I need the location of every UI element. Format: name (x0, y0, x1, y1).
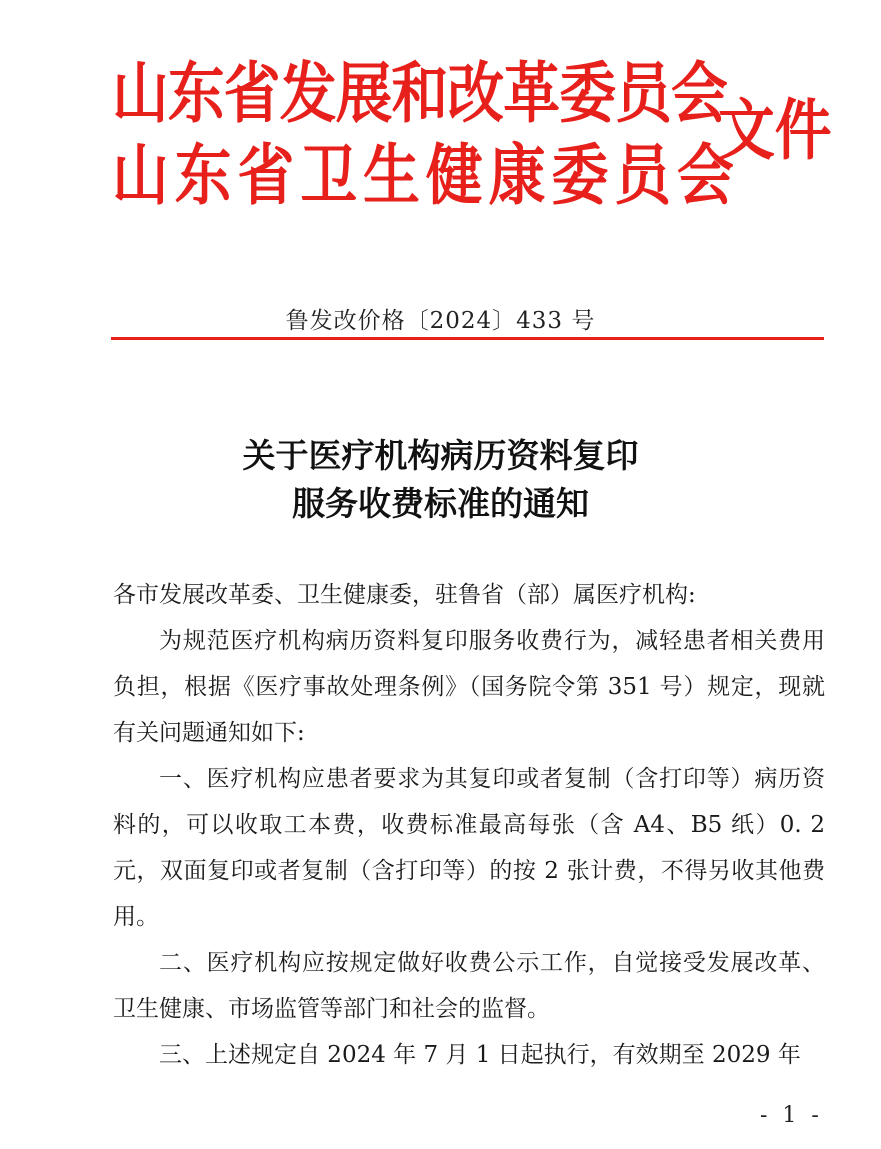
body-paragraph: 三、上述规定自 2024 年 7 月 1 日起执行，有效期至 2029 年 (159, 1042, 801, 1068)
body-paragraph: 一、医疗机构应患者要求为其复印或者复制（含打印等）病历资料的，可以收取工本费，收费标准最高每张（含 A4、B5 纸）0. 2 元，双面复印或者复制（含打印等）的按 2 张计费，不得另收其他费用。 (113, 766, 825, 930)
body-paragraph: 二、医疗机构应按规定做好收费公示工作，自觉接受发展改革、卫生健康、市场监管等部门和社会的监督。 (113, 950, 825, 1022)
red-divider-line (111, 337, 824, 340)
document-body (113, 572, 825, 1078)
body-paragraph: 为规范医疗机构病历资料复印服务收费行为，减轻患者相关费用负担，根据《医疗事故处理条例》（国务院令第 351 号）规定，现就有关问题通知如下: (113, 628, 825, 746)
document-title (0, 432, 881, 528)
issuer-name-ndrc: 山东省发展和改革委员会 (112, 54, 727, 132)
issuer-name-health-commission: 山东省卫生健康委员会 (112, 136, 740, 214)
document-type-label: 文件 (718, 91, 832, 169)
recipients-line: 各市发展改革委、卫生健康委，驻鲁省（部）属医疗机构: (113, 582, 696, 608)
issuer-block (112, 52, 740, 216)
document-number: 鲁发改价格〔2024〕433 号 (285, 308, 596, 334)
title-line-1: 关于医疗机构病历资料复印 (242, 436, 639, 475)
title-line-2: 服务收费标准的通知 (292, 484, 589, 523)
page-number: - 1 - (760, 1103, 823, 1128)
